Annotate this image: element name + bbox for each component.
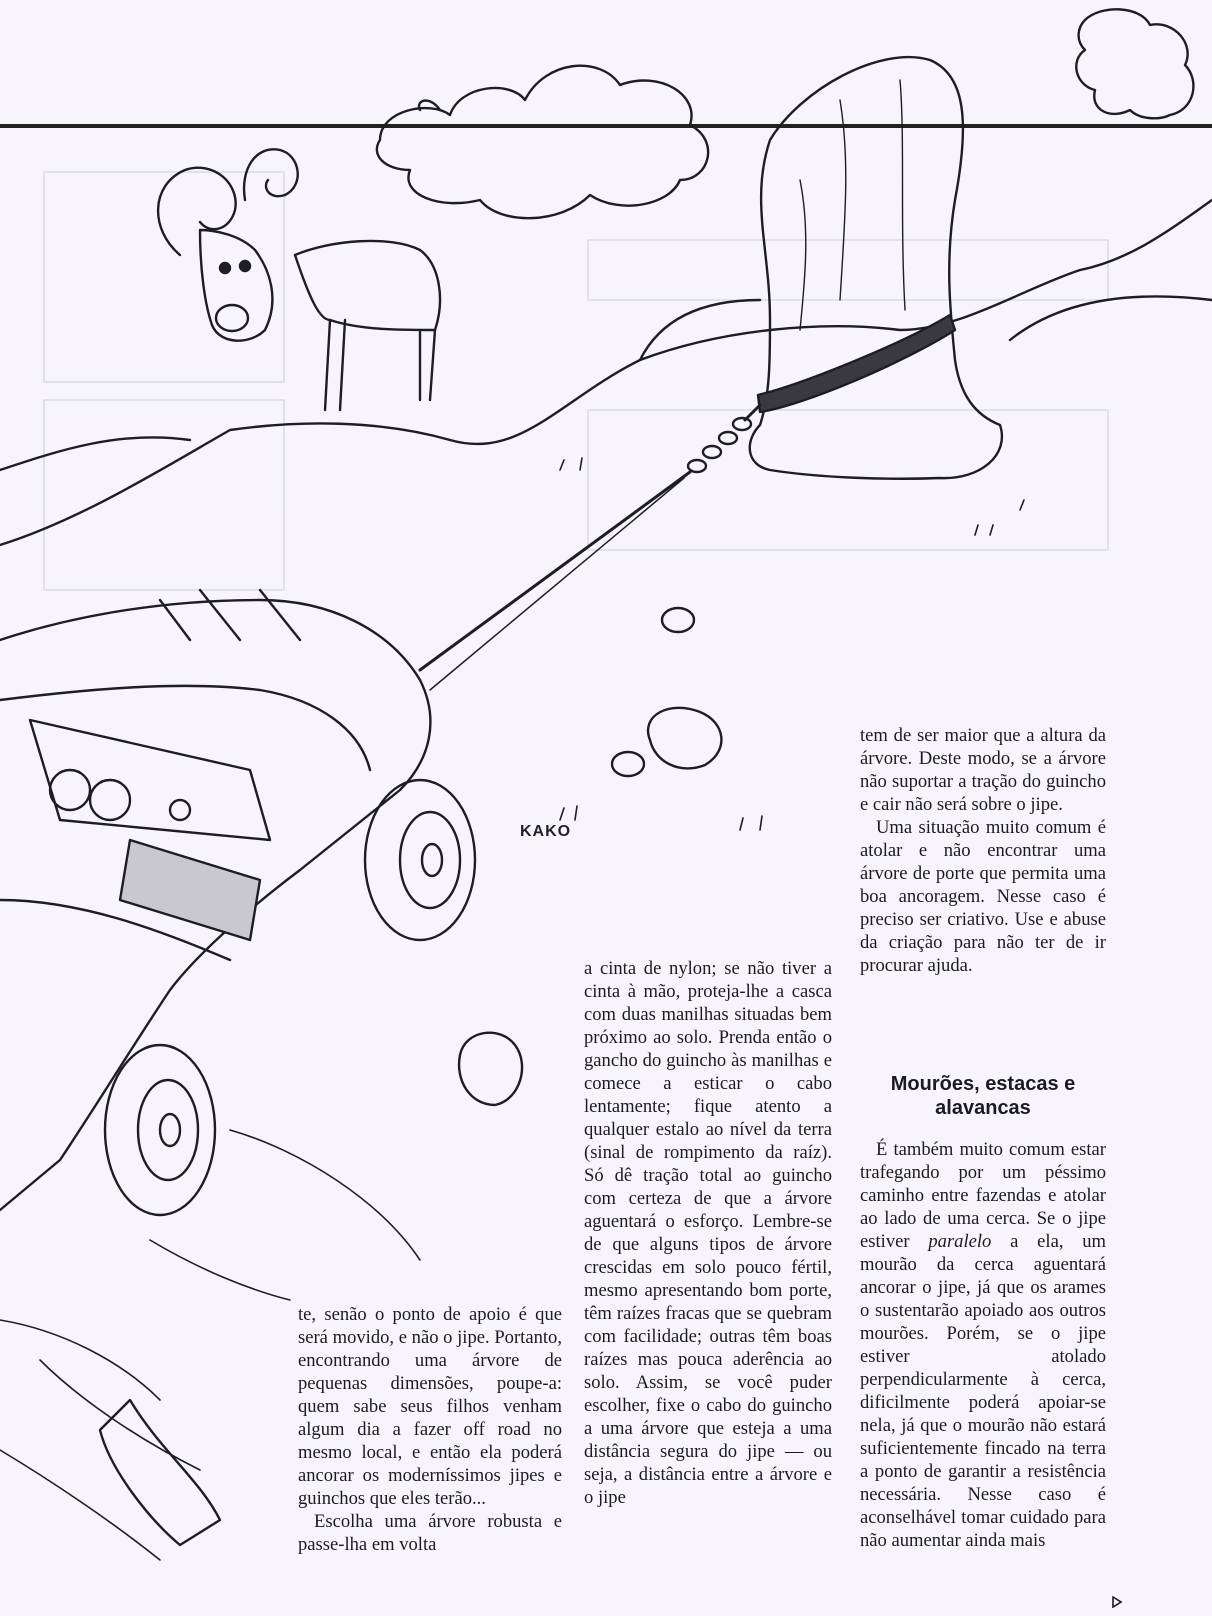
continue-arrow-icon — [1112, 1596, 1122, 1608]
article-column-right-top — [860, 724, 1106, 977]
section-heading: Mourões, estacas e alavancas — [890, 1073, 1076, 1119]
paragraph — [860, 1138, 1106, 1552]
article-column-left — [298, 1303, 562, 1556]
paragraph: a cinta de nylon; se não tiver a cinta à mão, proteja-lhe a casca com duas manilhas situadas bem próximo ao solo. Prenda então o gancho do guincho às manilhas e comece a esticar o cabo lentamente; fique atento a qualquer estalo ao nível da terra (sinal de rompimento da raíz). Só dê tração total ao guincho com certeza de que a árvore aguentará o esforço. Lembre-se de que alguns tipos de árvore crescidas em solo pouco fértil, mesmo apresentando bom porte, têm raízes fracas que se quebram com facilidade; outras têm boas raízes mas pouca aderência ao solo. Assim, se você puder escolher, fixe o cabo do guincho a uma árvore que esteja a uma distância segura do jipe — ou seja, a distância entre a árvore e o jipe — [584, 958, 832, 1508]
article-column-right-bottom — [860, 1138, 1106, 1552]
paragraph-text: a ela, um mourão da cerca aguentará ancorar o jipe, já que os arames o sustentarão apoiado aos outros mourões. Porém, se o jipe estiver atolado perpendicularmente à cerca, dificilmente poderá apoiar-se nela, já que o mourão não estará suficientemente fincado na terra a ponto de garantir a resistência necessária. Nesse caso é aconselhável tomar cuidado para não aumentar ainda mais — [860, 1231, 1107, 1551]
paragraph: tem de ser maior que a altura da árvore. Deste modo, se a árvore não suportar a tração do guincho e cair não será sobre o jipe. — [860, 725, 1106, 815]
italic-emphasis: paralelo — [928, 1231, 992, 1252]
article-column-middle — [584, 957, 832, 1509]
artist-signature: KAKO — [520, 823, 572, 840]
paragraph: Escolha uma árvore robusta e passe-lha em volta — [298, 1511, 562, 1555]
paragraph-text: É também muito comum estar trafegando por um péssimo caminho entre fazendas e atolar ao lado de uma cerca. Se o jipe estiver — [860, 1139, 1106, 1252]
paragraph: te, senão o ponto de apoio é que será movido, e não o jipe. Portanto, encontrando uma árvore de pequenas dimensões, poupe-a: quem sabe seus filhos venham algum dia a fazer off road no mesmo local, e então ela poderá ancorar os moderníssimos jipes e guinchos que eles terão... — [298, 1304, 562, 1509]
paragraph: Uma situação muito comum é atolar e não encontrar uma árvore de porte que permita uma boa ancoragem. Nesse caso é preciso ser criativo. Use e abuse da criação para não ter de ir procurar ajuda. — [860, 817, 1106, 976]
